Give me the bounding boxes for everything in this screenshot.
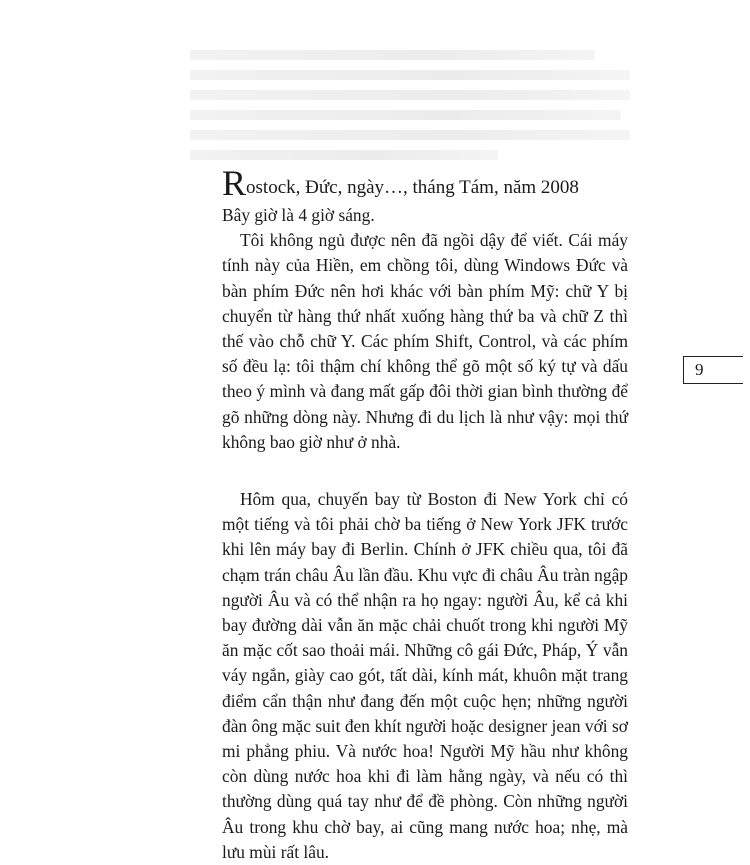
heading-text: ostock, Đức, ngày…, tháng Tám, năm 2008 — [246, 177, 579, 198]
paragraph-2: Tôi không ngủ được nên đã ngồi dậy để viết. Cái máy tính này của Hiền, em chồng tôi, dùng Windows Đức và bàn phím Đức nên hơi khác với bàn phím Mỹ: chữ Y bị chuyển từ hàng thứ nhất xuống hàng thứ ba và chữ Z thì thế vào chỗ chữ Y. Các phím Shift, Control, và các phím số đều lạ: tôi thậm chí không thể gõ một số ký tự và dấu theo ý mình và đang mất gấp đôi thời gian bình thường để gõ những dòng này. Nhưng đi du lịch là như vậy: mọi thứ không bao giờ như ở nhà. — [222, 230, 628, 452]
chapter-heading — [222, 163, 628, 203]
page-number-tab — [683, 356, 743, 384]
drop-cap: R — [222, 163, 247, 203]
paragraph-1: Bây giờ là 4 giờ sáng. — [222, 205, 375, 225]
section-gap — [222, 455, 628, 487]
bleed-through-text — [190, 40, 630, 170]
page-content — [222, 163, 628, 865]
paragraph-3: Hôm qua, chuyến bay từ Boston đi New York chỉ có một tiếng và tôi phải chờ ba tiếng ở New York JFK trước khi lên máy bay đi Berlin. Chính ở JFK chiều qua, tôi đã chạm trán châu Âu lần đầu. Khu vực đi châu Âu tràn ngập người Âu và có thể nhận ra họ ngay: người Âu, kể cả khi bay đường dài vẫn ăn mặc chải chuốt trong khi người Mỹ ăn mặc cốt sao thoải mái. Những cô gái Đức, Pháp, Ý vẫn váy ngắn, giày cao gót, tất dài, kính mát, khuôn mặt trang điểm cẩn thận như đang đến một cuộc hẹn; những người đàn ông mặc suit đen khít người hoặc designer jean với sơ mi phẳng phiu. Và nước hoa! Người Mỹ hầu như không còn dùng nước hoa khi đi làm hằng ngày, và nếu có thì thường dùng quá tay như để đề phòng. Còn những người Âu trong khu chờ bay, ai cũng mang nước hoa; nhẹ, mà lưu mùi rất lâu. — [222, 489, 628, 862]
page-number: 9 — [695, 360, 704, 379]
